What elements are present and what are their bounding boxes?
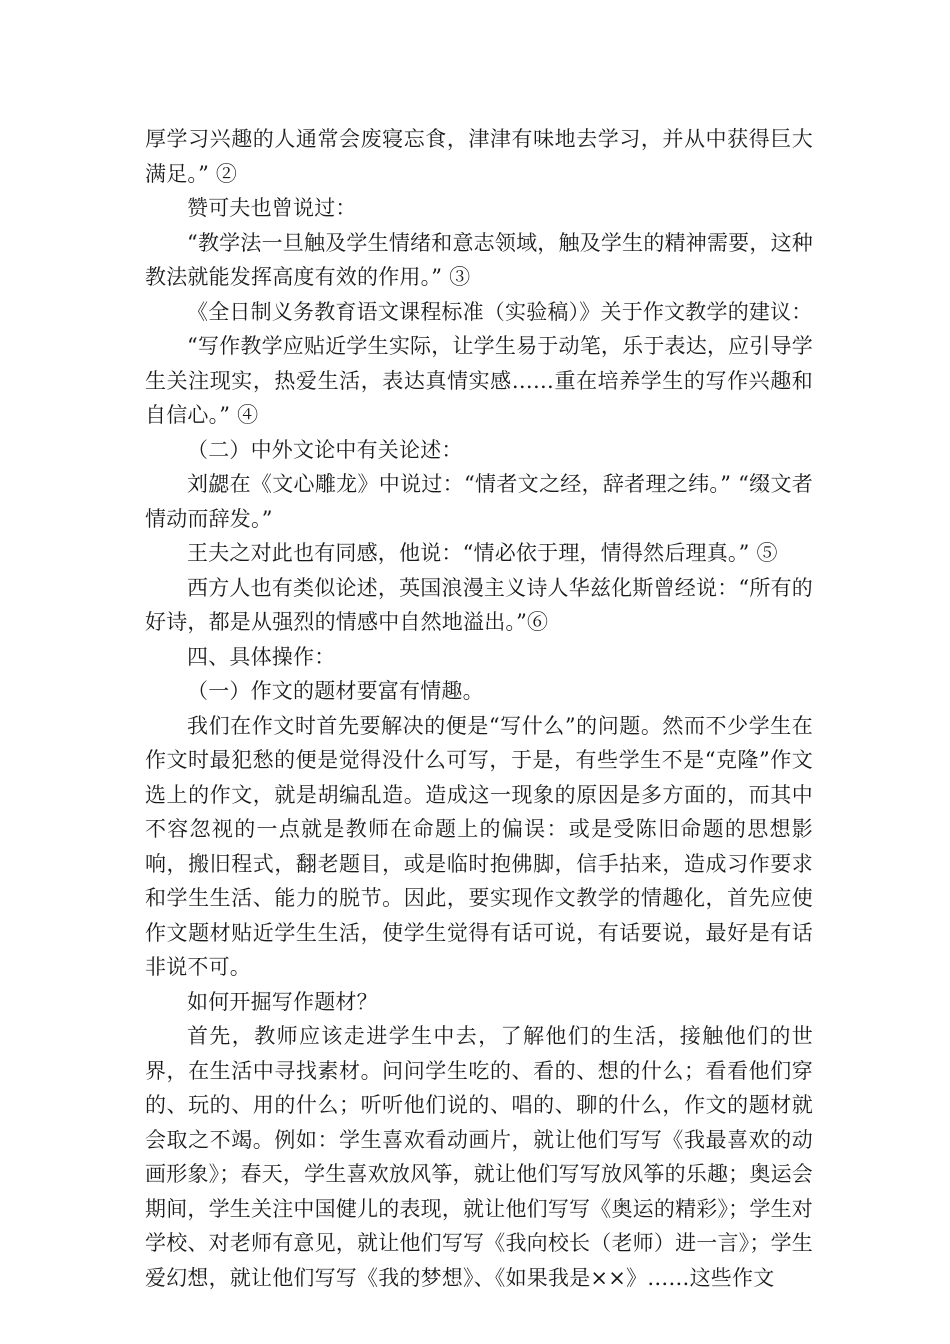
paragraph: “教学法一旦触及学生情绪和意志领域，触及学生的精神需要，这种教法就能发挥高度有效的作用。” ③ [145,230,813,289]
paragraph: 赞可夫也曾说过： [187,196,357,220]
paragraph: 首先，教师应该走进学生中去，了解他们的生活，接触他们的世界，在生活中寻找素材。问问学生吃的、看的、想的什么；看看他们穿的、玩的、用的什么；听听他们说的、唱的、聊的什么，作文的题材就会取之不竭。例如：学生喜欢看动画片，就让他们写写《我最喜欢的动画形象》；春天，学生喜欢放风筝，就让他们写写放风筝的乐趣；奥运会期间，学生关注中国健儿的表现，就让他们写写《奥运的精彩》；学生对学校、对老师有意见，就让他们写写《我向校长（老师）进一言》；学生爱幻想，就让他们写写《我的梦想》、《如果我是××》……这些作文 [145,1024,813,1290]
section-heading: 四、具体操作： [187,644,336,669]
section-heading: （二）中外文论中有关论述： [187,437,463,462]
paragraph: 我们在作文时首先要解决的便是“写什么”的问题。然而不少学生在作文时最犯愁的便是觉得没什么可写，于是，有些学生不是“克隆”作文选上的作文，就是胡编乱造。造成这一现象的原因是多方面的，而其中不容忽视的一点就是教师在命题上的偏误：或是受陈旧命题的思想影响，搬旧程式，翻老题目，或是临时抱佛脚，信手拈来，造成习作要求和学生生活、能力的脱节。因此，要实现作文教学的情趣化，首先应使作文题材贴近学生生活，使学生觉得有话可说，有话要说，最好是有话非说不可。 [145,713,813,979]
paragraph: 王夫之对此也有同感，他说：“情必依于理，情得然后理真。” ⑤ [187,541,778,565]
paragraph: 刘勰在《文心雕龙》中说过：“情者文之经，辞者理之纬。” “缀文者情动而辞发。” [145,472,813,531]
paragraph: 如何开掘写作题材？ [187,989,378,1014]
section-heading: （一）作文的题材要富有情趣。 [187,679,484,703]
paragraph: 厚学习兴趣的人通常会废寝忘食，津津有味地去学习，并从中获得巨大满足。” ② [145,127,813,186]
paragraph: 《全日制义务教育语文课程标准（实验稿）》关于作文教学的建议： [187,299,813,324]
body-text [145,122,813,1295]
paragraph: 西方人也有类似论述，英国浪漫主义诗人华兹化斯曾经说：“所有的好诗，都是从强烈的情感中自然地溢出。”⑥ [145,575,813,634]
paragraph: “写作教学应贴近学生实际，让学生易于动笔，乐于表达，应引导学生关注现实，热爱生活，表达真情实感……重在培养学生的写作兴趣和自信心。” ④ [145,334,813,427]
